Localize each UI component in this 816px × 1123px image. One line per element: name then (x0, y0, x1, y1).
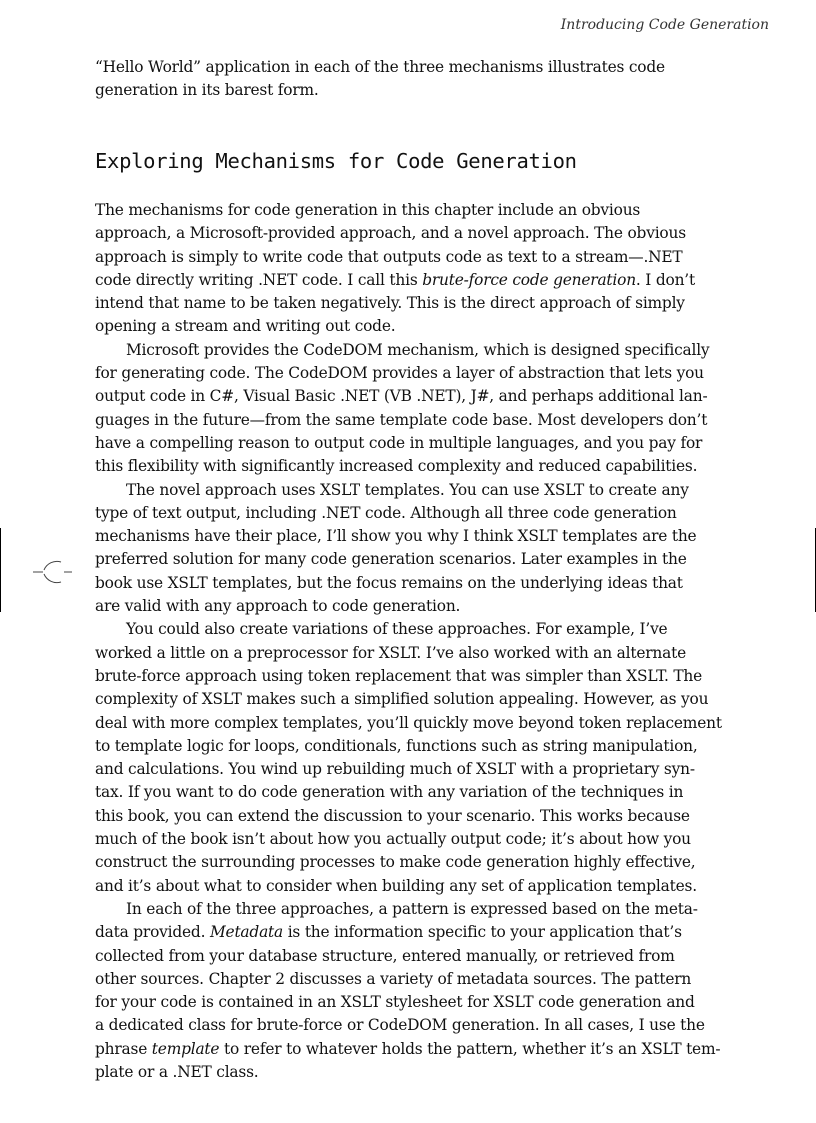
text-line: The mechanisms for code generation in this chapter include an obvious (95, 201, 641, 219)
text-line: guages in the future—from the same template code base. Most developers don’t (95, 410, 708, 429)
text-line: The novel approach uses XSLT templates. You can use XSLT to create any (126, 480, 689, 499)
text-line: generation in its barest form. (95, 81, 319, 100)
text-line: data provided. Metadata is the information specific to your application that’s (95, 923, 682, 942)
text-line: have a compelling reason to output code in multiple languages, and you pay for (95, 433, 703, 452)
text-line: opening a stream and writing out code. (95, 317, 396, 336)
text-line: are valid with any approach to code generation. (95, 597, 461, 616)
intro-text (95, 56, 695, 103)
text-line: approach, a Microsoft-provided approach, and a novel approach. The obvious (95, 224, 686, 243)
running-head: Introducing Code Generation (560, 17, 769, 33)
text-line: plate or a .NET class. (95, 1062, 259, 1081)
text-line: type of text output, including .NET code. Although all three code generation (95, 503, 677, 522)
emphasized-term: Metadata (209, 923, 284, 942)
emphasized-term: brute-force code generation (422, 270, 636, 289)
text-line: code directly writing .NET code. I call this brute-force code generation. I don’t (95, 270, 695, 289)
text-line: intend that name to be taken negatively. This is the direct approach of simply (95, 294, 685, 313)
text-line: for generating code. The CodeDOM provides a layer of abstraction that lets you (95, 364, 704, 383)
text-line: approach is simply to write code that outputs code as text to a stream—.NET (95, 247, 683, 266)
body-text (95, 199, 722, 1084)
text-line: other sources. Chapter 2 discusses a variety of metadata sources. The pattern (95, 969, 692, 988)
text-line: “Hello World” application in each of the three mechanisms illustrates code (95, 58, 665, 76)
text-line: In each of the three approaches, a pattern is expressed based on the meta- (126, 899, 698, 918)
text-line: this book, you can extend the discussion to your scenario. This works because (95, 806, 690, 825)
text-line: tax. If you want to do code generation with any variation of the techniques in (95, 783, 684, 802)
emphasized-term: template (151, 1039, 220, 1058)
text-line: and it’s about what to consider when building any set of application templates. (95, 876, 697, 895)
text-line: output code in C#, Visual Basic .NET (VB .NET), J#, and perhaps additional lan- (95, 387, 708, 406)
text-line: book use XSLT templates, but the focus remains on the underlying ideas that (95, 573, 683, 592)
text-line: a dedicated class for brute-force or CodeDOM generation. In all cases, I use the (95, 1016, 705, 1035)
text-line: deal with more complex templates, you’ll quickly move beyond token replacement (95, 713, 722, 732)
text-line: You could also create variations of these approaches. For example, I’ve (126, 620, 668, 639)
crop-mark-left (0, 528, 1, 612)
text-line: mechanisms have their place, I’ll show you why I think XSLT templates are the (95, 527, 697, 546)
registration-mark-icon (30, 557, 72, 587)
text-line: this flexibility with significantly increased complexity and reduced capabilities. (95, 457, 698, 476)
text-line: Microsoft provides the CodeDOM mechanism, which is designed specifically (126, 340, 710, 359)
section-heading: Exploring Mechanisms for Code Generation (95, 149, 577, 173)
text-line: much of the book isn’t about how you actually output code; it’s about how you (95, 830, 691, 849)
text-line: worked a little on a preprocessor for XSLT. I’ve also worked with an alternate (95, 643, 687, 662)
text-line: to template logic for loops, conditionals, functions such as string manipulation, (95, 736, 698, 755)
text-line: complexity of XSLT makes such a simplified solution appealing. However, as you (95, 690, 709, 709)
text-line: for your code is contained in an XSLT stylesheet for XSLT code generation and (95, 993, 695, 1012)
text-line: collected from your database structure, entered manually, or retrieved from (95, 946, 675, 965)
text-line: brute-force approach using token replacement that was simpler than XSLT. The (95, 666, 703, 685)
text-line: and calculations. You wind up rebuilding much of XSLT with a proprietary syn- (95, 760, 695, 779)
text-line: phrase template to refer to whatever holds the pattern, whether it’s an XSLT tem- (95, 1039, 721, 1058)
text-line: construct the surrounding processes to make code generation highly effective, (95, 853, 696, 872)
text-line: preferred solution for many code generation scenarios. Later examples in the (95, 550, 687, 569)
